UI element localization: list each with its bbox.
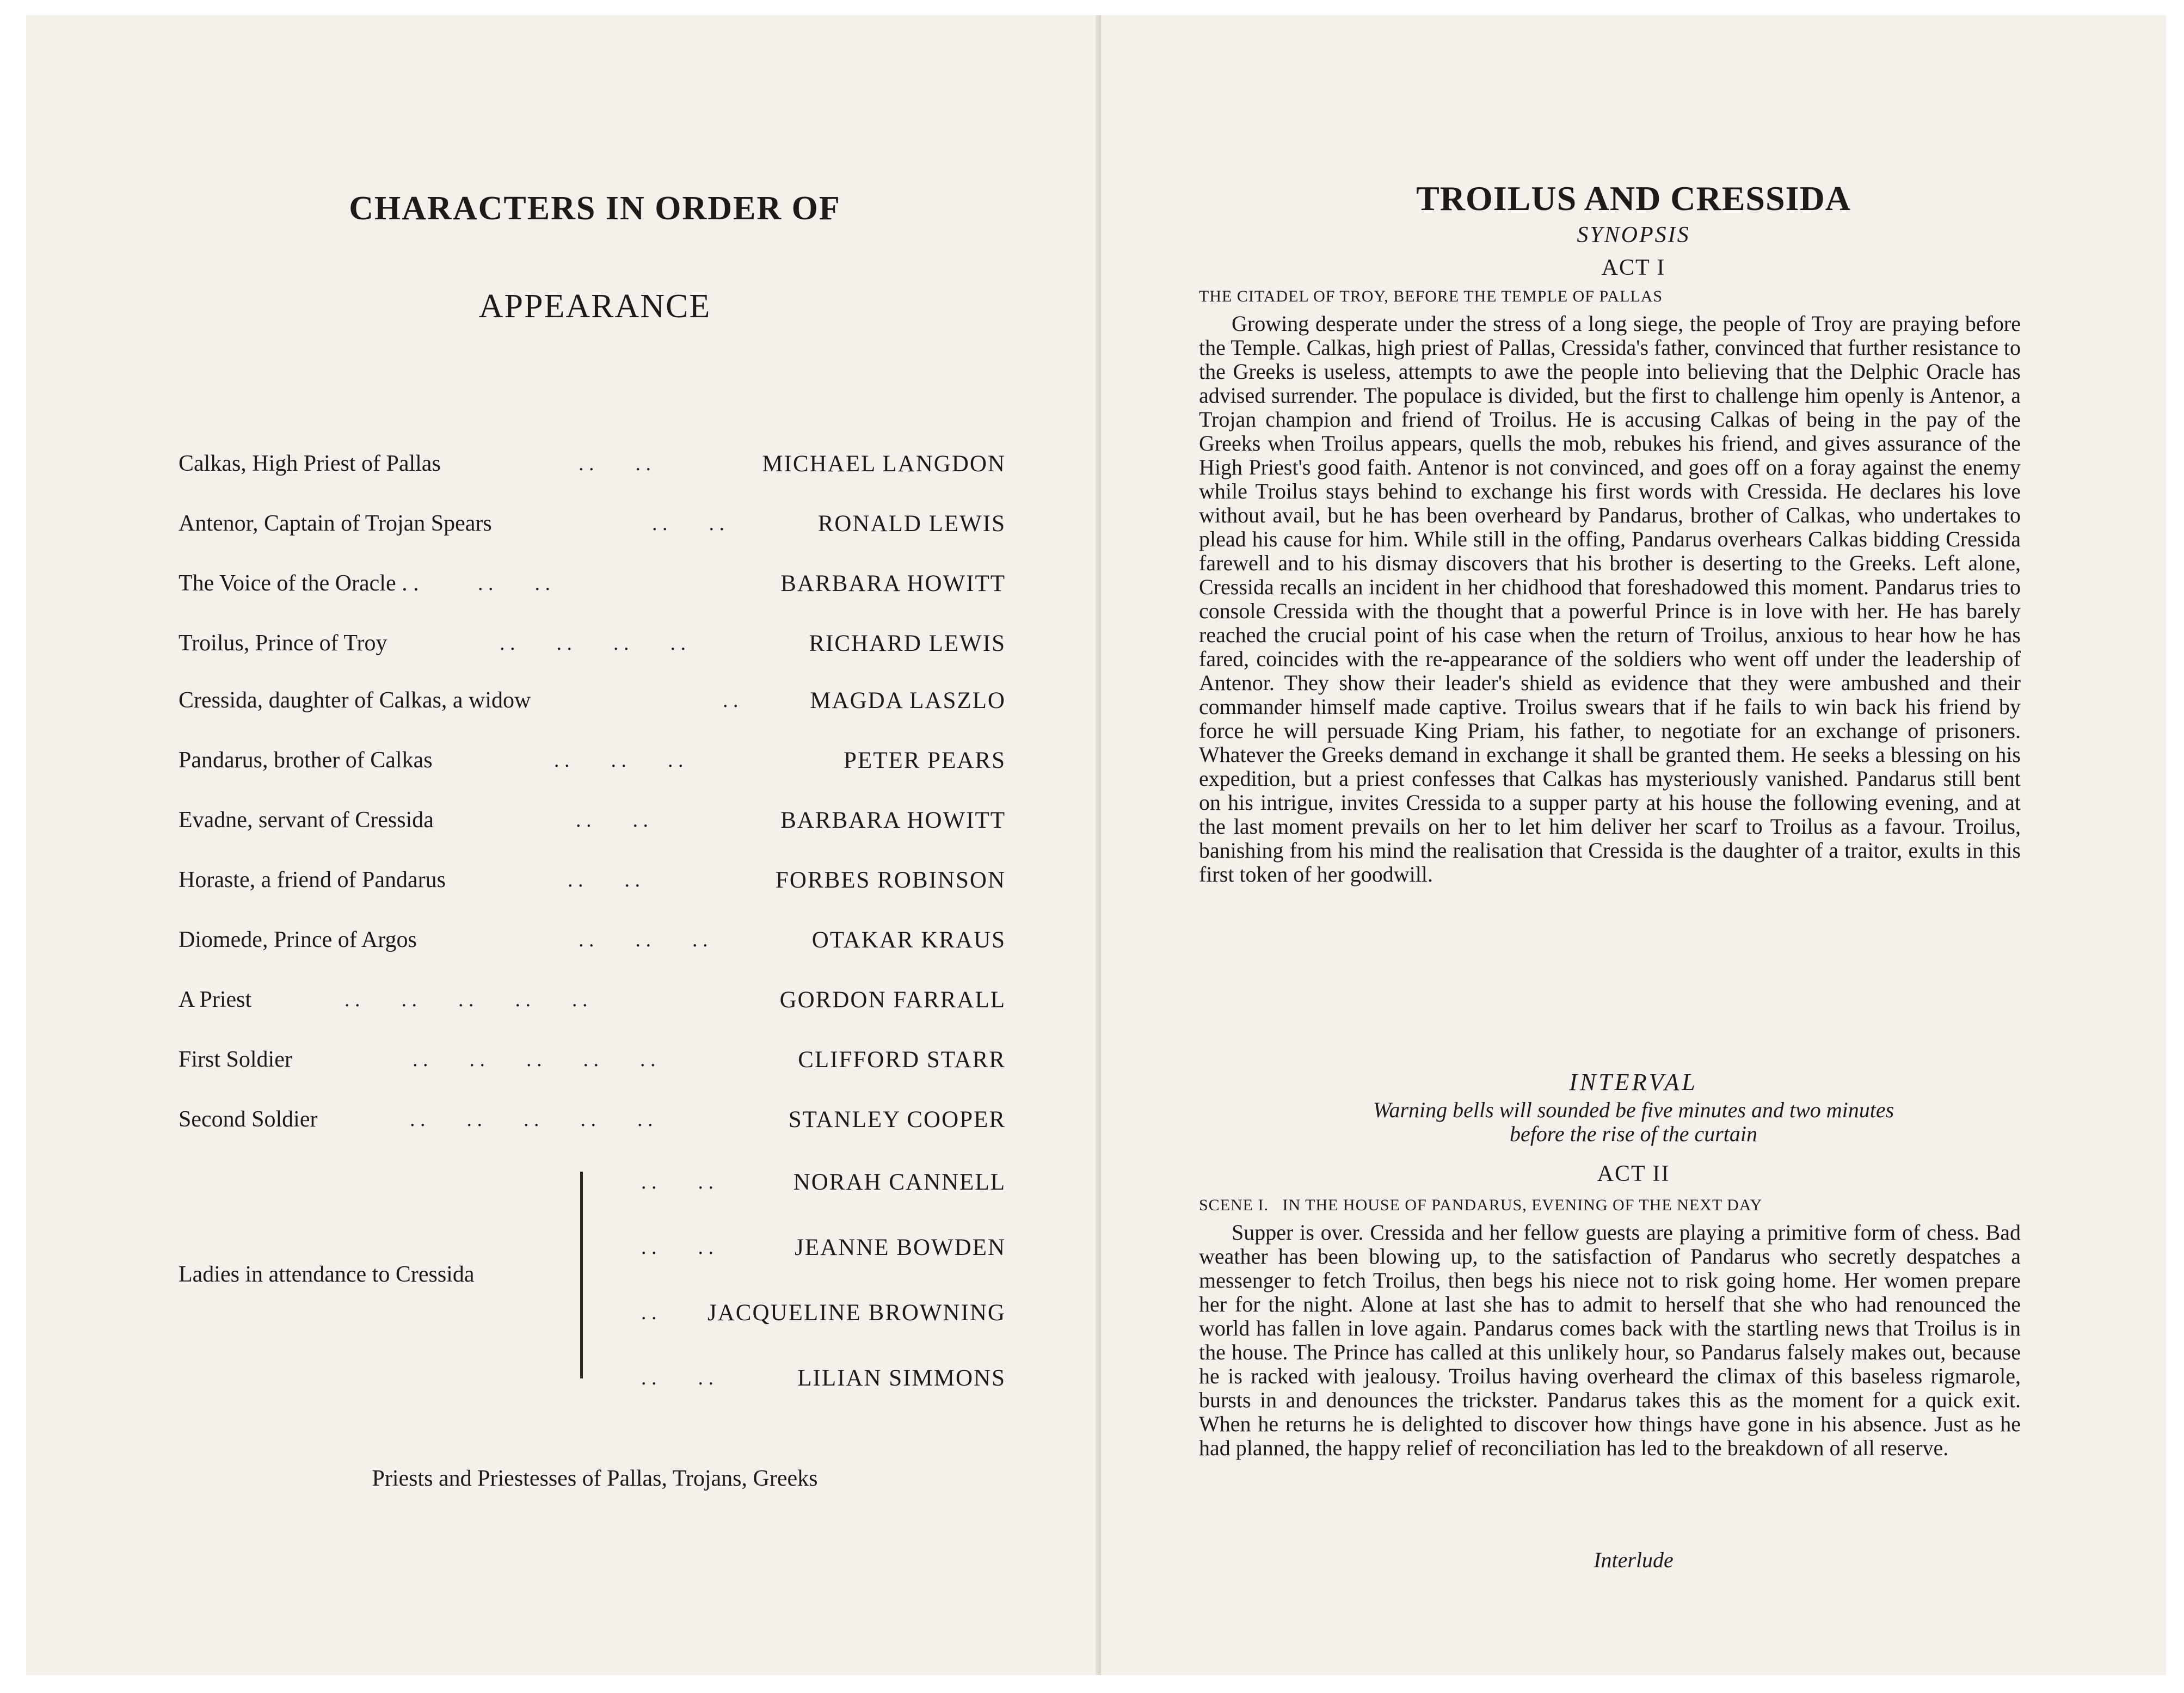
performer-name: FORBES ROBINSON xyxy=(775,867,1006,893)
act1-heading: ACT I xyxy=(1601,255,1666,280)
cast-heading-line1: CHARACTERS IN ORDER OF xyxy=(349,190,841,227)
synopsis-heading: SYNOPSIS xyxy=(1577,223,1690,248)
performer-name: STANLEY COOPER xyxy=(788,1107,1006,1132)
leader-dots: . . . . . . xyxy=(579,928,708,951)
leader-dots: . . xyxy=(641,1301,657,1324)
act2-heading: ACT II xyxy=(1597,1161,1670,1186)
cast-heading-line2: APPEARANCE xyxy=(478,288,711,325)
leader-dots: . . . . xyxy=(641,1171,713,1193)
performer-name: BARBARA HOWITT xyxy=(780,571,1006,596)
leader-dots: . . . . . . . . . . xyxy=(410,1108,653,1131)
performer-name: RONALD LEWIS xyxy=(817,511,1006,537)
cast-footer: Priests and Priestesses of Pallas, Trojans, Greeks xyxy=(372,1466,818,1491)
performer-name: RICHARD LEWIS xyxy=(809,631,1006,656)
cast-row xyxy=(179,927,1006,965)
performer-name: GORDON FARRALL xyxy=(779,987,1006,1013)
character-name: Diomede, Prince of Argos xyxy=(179,927,417,952)
leader-dots: . . xyxy=(723,689,739,712)
interval-warning-line1: Warning bells will sounded be five minutes and two minutes xyxy=(1373,1098,1894,1122)
character-name: First Soldier xyxy=(179,1047,292,1072)
character-name: A Priest xyxy=(179,987,252,1012)
cast-row xyxy=(179,867,1006,905)
performer-name: PETER PEARS xyxy=(844,748,1006,773)
character-name: Calkas, High Priest of Pallas xyxy=(179,451,441,476)
synopsis-page xyxy=(1101,15,2166,1675)
character-name: Second Soldier xyxy=(179,1107,318,1132)
performer-name: JACQUELINE BROWNING xyxy=(708,1300,1006,1326)
act2-synopsis: Supper is over. Cressida and her fellow guests are playing a primitive form of chess. Bad weather has been blowing up, to the satisfaction of Pandarus who secretly despatches a messenger to fetch Troilus, then begs his niece not to risk going home. Her women prepare her for the night. Alone at last she has to admit to herself that she who had renounced the world has fallen in love again. Pandarus comes back with the startling news that Troilus is in the house. The Prince has called at this unlikely hour, so Pandarus falsely makes out, because he is racked with jealousy. Troilus having overheard the climax of this baseless rigmarole, bursts in and denounces the trickster. Pandarus takes this as the moment for a quick exit. When he returns he is delighted to discover how things have gone in his absence. Just as he had planned, the happy relief of reconciliation has led to the breakdown of all reserve. xyxy=(1199,1220,2021,1460)
interlude-label: Interlude xyxy=(1594,1548,1674,1572)
cast-row xyxy=(179,1046,1006,1085)
cast-row xyxy=(179,570,1006,608)
act2-location: SCENE I. IN THE HOUSE OF PANDARUS, EVENING OF THE NEXT DAY xyxy=(1199,1196,1763,1214)
character-name: Antenor, Captain of Trojan Spears xyxy=(179,511,492,536)
lady-row xyxy=(179,1300,1006,1338)
character-name: The Voice of the Oracle . . xyxy=(179,571,419,596)
character-name: Cressida, daughter of Calkas, a widow xyxy=(179,688,531,713)
character-name: Horaste, a friend of Pandarus xyxy=(179,867,446,892)
programme-booklet xyxy=(26,15,2166,1675)
lady-row xyxy=(179,1365,1006,1403)
cast-page xyxy=(26,15,1101,1675)
leader-dots: . . . . xyxy=(576,809,648,832)
leader-dots: . . . . . . xyxy=(554,749,684,772)
ladies-role: Ladies in attendance to Cressida xyxy=(179,1262,475,1287)
performer-name: LILIAN SIMMONS xyxy=(797,1365,1006,1391)
performer-name: MICHAEL LANGDON xyxy=(762,451,1006,477)
character-name: Evadne, servant of Cressida xyxy=(179,808,434,833)
performer-name: CLIFFORD STARR xyxy=(798,1047,1006,1073)
cast-row xyxy=(179,451,1006,489)
leader-dots: . . . . xyxy=(478,572,550,595)
character-name: Troilus, Prince of Troy xyxy=(179,631,387,656)
leader-dots: . . . . xyxy=(641,1236,713,1259)
cast-row xyxy=(179,807,1006,845)
lady-row xyxy=(179,1169,1006,1207)
cast-row xyxy=(179,510,1006,549)
act1-synopsis: Growing desperate under the stress of a long siege, the people of Troy are praying before the Temple. Calkas, high priest of Pallas, Cressida's father, convinced that further resistance to the Greeks is useless, attempts to awe the people into believing that the Delphic Oracle has advised surrender. The populace is divided, but the first to challenge him openly is Antenor, a Trojan champion and friend of Troilus. He is accusing Calkas of being in the pay of the Greeks when Troilus appears, quells the mob, rebukes his friend, and gives assurance of the High Priest's good faith. Antenor is not convinced, and goes off on a foray against the enemy while Troilus stays behind to exchange his first words with Cressida. He declares his love without avail, but he has been overheard by Pandarus, brother of Calkas, who undertakes to plead his cause for him. While still in the offing, Pandarus overhears Calkas bidding Cressida farewell and to his dismay discovers that his brother is deserting to the Greeks. Left alone, Cressida recalls an incident in her chidhood that foreshadowed this moment. Pandarus tries to console Cressida with the thought that a powerful Prince is in love with her. He has barely reached the crucial point of his case when the return of Troilus, anxious to hear how he has fared, coincides with the re-appearance of the soldiers who went off under the leadership of Antenor. They show their leader's shield as evidence that they were ambushed and their commander himself made captive. Troilus swears that if he fails to win back his friend by force he will persuade King Priam, his father, to negotiate for an exchange of prisoners. Whatever the Greeks demand in exchange it shall be granted them. He seeks a blessing on his expedition, but a priest confesses that Calkas has mysteriously vanished. Pandarus still bent on his intrigue, invites Cressida to a supper party at his house the following evening, and at the last moment prevails on her to let him deliver her scarf to Troilus as a favour. Troilus, banishing from his mind the realisation that Cressida is the daughter of a traitor, exults in this first token of her goodwill. xyxy=(1199,311,2021,886)
cast-row xyxy=(179,747,1006,785)
leader-dots: . . . . . . . . . . xyxy=(413,1048,656,1071)
lady-row xyxy=(179,1234,1006,1272)
interval-warning xyxy=(1101,1098,2166,1146)
performer-name: BARBARA HOWITT xyxy=(780,808,1006,833)
leader-dots: . . . . xyxy=(568,869,640,891)
cast-row xyxy=(179,687,1006,725)
cast-row xyxy=(179,1106,1006,1144)
act1-location: THE CITADEL OF TROY, BEFORE THE TEMPLE OF PALLAS xyxy=(1199,287,1663,305)
opera-title: TROILUS AND CRESSIDA xyxy=(1416,179,1851,218)
cast-row xyxy=(179,987,1006,1025)
interval-heading: INTERVAL xyxy=(1569,1069,1698,1095)
leader-dots: . . . . xyxy=(579,452,651,475)
leader-dots: . . . . xyxy=(652,512,724,535)
leader-dots: . . . . . . . . . . xyxy=(344,988,588,1011)
performer-name: JEANNE BOWDEN xyxy=(795,1235,1006,1260)
leader-dots: . . . . xyxy=(641,1366,713,1389)
interval-warning-line2: before the rise of the curtain xyxy=(1509,1122,1758,1146)
performer-name: MAGDA LASZLO xyxy=(810,688,1006,713)
performer-name: OTAKAR KRAUS xyxy=(811,927,1006,953)
performer-name: NORAH CANNELL xyxy=(793,1169,1006,1195)
leader-dots: . . . . . . . . xyxy=(500,632,686,655)
character-name: Pandarus, brother of Calkas xyxy=(179,748,433,773)
cast-row xyxy=(179,630,1006,668)
